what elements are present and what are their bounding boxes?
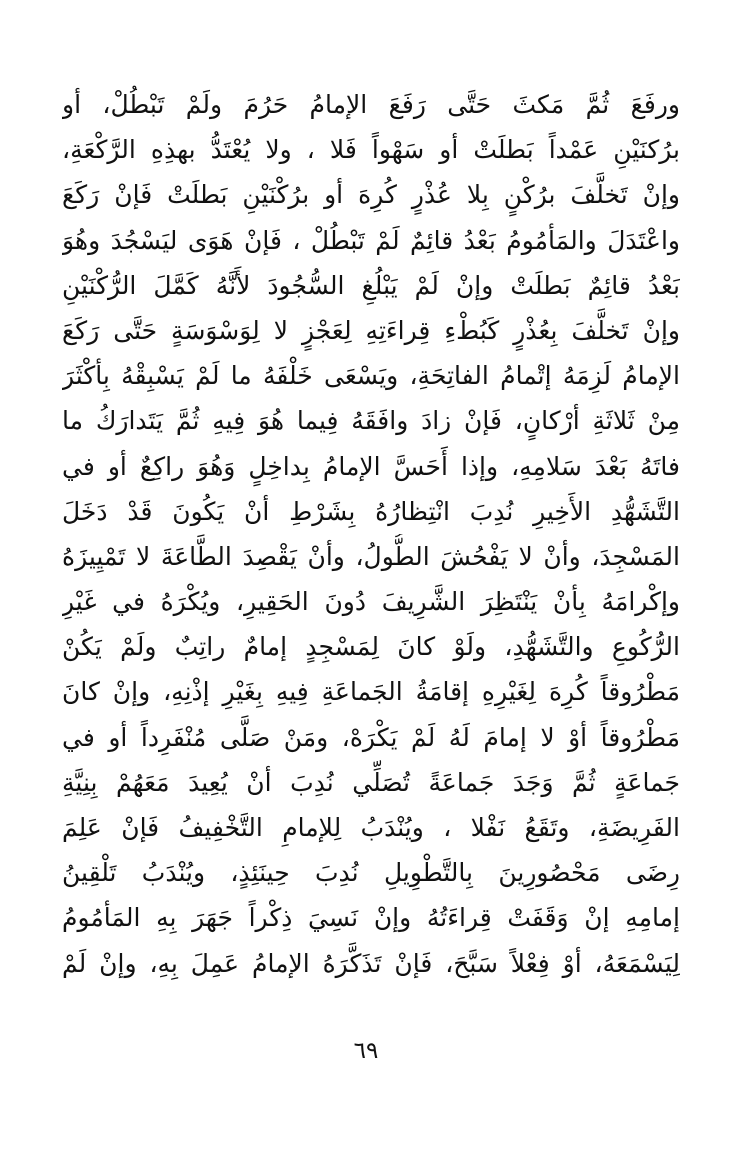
text-line: الإمامُ لَزِمَهُ إتْمامُ الفاتِحَةِ، ويَسْعَى خَلْفَهُ ما لَمْ يَسْبِقْهُ بِأكْثَرَ <box>62 361 680 391</box>
text-line: واعْتَدَلَ والمَأمُومُ بَعْدُ قائِمٌ لَمْ تَبْطُلْ ، فَإنْ هَوَى ليَسْجُدَ وهُوَ <box>62 225 680 255</box>
text-line: الفَرِيضَةِ، وتَقَعُ نَفْلا ، ويُنْدَبُ لِلإمامِ التَّخْفِيفُ فَإنْ عَلِمَ <box>62 813 680 842</box>
text-line: وإنْ تَخلَّفَ برُكْنٍ بِلا عُذْرٍ كُرِهَ أو برُكْنَيْنِ بَطلَتْ فَإنْ رَكَعَ <box>62 180 680 210</box>
text-line: وإكْرامَهُ بِأنْ يَنْتَظِرَ الشَّرِيفَ دُونَ الحَقِيرِ، ويُكْرَهُ في غَيْرِ <box>62 587 680 617</box>
page-number: ٦٩ <box>353 1038 379 1064</box>
text-line: بَعْدُ قائِمٌ بَطلَتْ وإنْ لَمْ يَبْلُغِ السُّجُودَ لأَنَّهُ كَمَّلَ الرُّكْنَيْنِ <box>62 270 680 300</box>
text-line: مِنْ ثَلاثَةِ أرْكانٍ، فَإنْ زادَ وافَقَهُ فِيما هُوَ فِيهِ ثُمَّ يَتَدارَكُ ما <box>62 406 680 436</box>
text-line: إمامِهِ إنْ وَقَفَتْ قِراءَتُهُ وإنْ نَسِيَ ذِكْراً جَهَرَ بِهِ المَأمُومُ <box>62 903 680 933</box>
text-line: جَماعَةٍ ثُمَّ وَجَدَ جَماعَةً تُصَلِّي نُدِبَ أنْ يُعِيدَ مَعَهُمْ بِنِيَّةِ <box>62 767 680 797</box>
text-line: برُكنَيْنِ عَمْداً بَطلَتْ أو سَهْواً فَلا ، ولا يُعْتَدُّ بهذِهِ الرَّكْعَةِ، <box>62 135 680 165</box>
text-line: مَطْرُوقاً كُرِهَ لِغَيْرِهِ إقامَةُ الجَماعَةِ فِيهِ بِغَيْرِ إذْنِهِ، وإنْ كانَ <box>62 677 680 707</box>
text-line: لِيَسْمَعَهُ، أوْ فِعْلاً سَبَّحَ، فَإنْ تَذَكَّرَهُ الإمامُ عَمِلَ بِهِ، وإنْ لَمْ <box>62 948 680 978</box>
text-line: ورفَعَ ثُمَّ مَكثَ حَتَّى رَفَعَ الإمامُ حَرُمَ ولَمْ تَبْطُلْ، أو <box>62 90 680 119</box>
text-line: فاتَهُ بَعْدَ سَلامِهِ، وإذا أَحَسَّ الإمامُ بِداخِلٍ وَهُوَ راكِعٌ أو في <box>62 451 680 481</box>
text-line: رِضَى مَحْصُورِينَ بِالتَّطْوِيلِ نُدِبَ حِينَئِذٍ، ويُنْدَبُ تَلْقِينُ <box>62 858 680 888</box>
text-line: الرُّكُوعِ والتَّشَهُّدِ، ولَوْ كانَ لِمَسْجِدٍ إمامٌ راتِبٌ ولَمْ يَكُنْ <box>62 632 680 662</box>
text-line: مَطْرُوقاً أوْ لا إمامَ لَهُ لَمْ يَكْرَهْ، ومَنْ صَلَّى مُنْفَرِداً أو في <box>62 722 680 752</box>
text-line: وإنْ تَخلَّفَ بِعُذْرٍ كَبُطْءِ قِراءَتِهِ لِعَجْزٍ لا لِوَسْوَسَةٍ حَتَّى رَكَعَ <box>62 315 680 345</box>
body-text <box>62 82 680 986</box>
text-line: المَسْجِدَ، وأنْ لا يَفْحُشَ الطُّولُ، وأنْ يَقْصِدَ الطَّاعَةَ لا تَمْيِيزَهُ <box>62 541 680 571</box>
text-line: التَّشَهُّدِ الأَخِيرِ نُدِبَ انْتِظارُهُ بِشَرْطِ أنْ يَكُونَ قَدْ دَخَلَ <box>62 496 680 526</box>
